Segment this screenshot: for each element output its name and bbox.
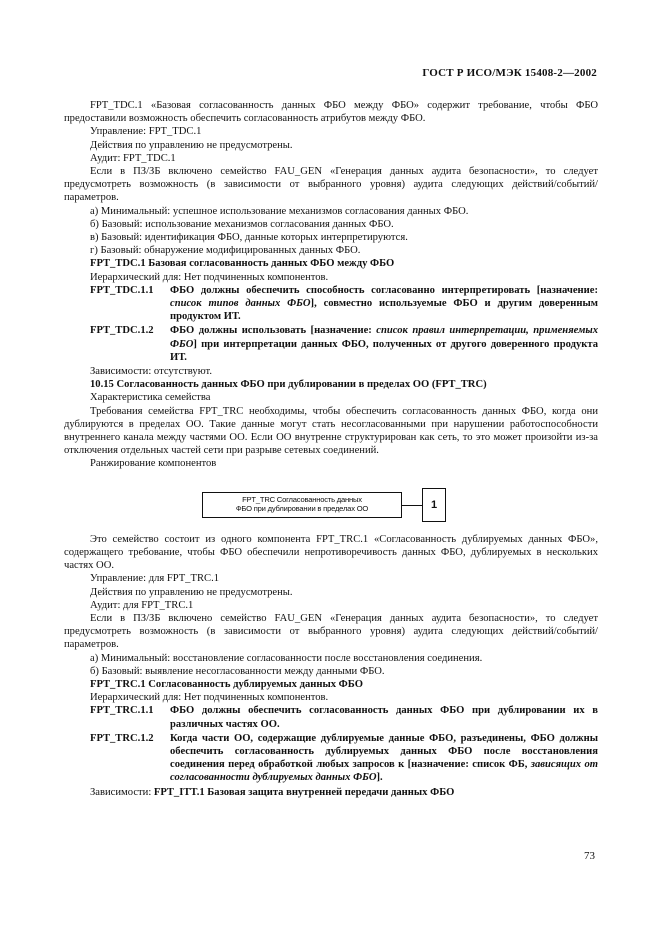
trc-family-behaviour: Характеристика семейства: [90, 392, 211, 404]
tdc-intro: FPT_TDC.1 «Базовая согласованность данных ФБО между ФБО» содержит требование, чтобы ФБО предоставили возможность обеспечить согласованность атрибутов между ФБО.: [64, 100, 598, 125]
requirement-assignment: список правил интерпретации, применяемых ФБО: [170, 325, 598, 350]
requirement-id: FPT_TRC.1.1: [90, 705, 154, 717]
tdc-audit-text: Если в ПЗ/ЗБ включено семейство FAU_GEN «Генерация данных аудита безопасности», то следует предусмотреть возможность (в зависимости от выбранного уровня) аудита следующих действий/событий/параметров.: [64, 166, 598, 204]
tdc-dependencies: Зависимости: отсутствуют.: [90, 366, 212, 378]
trc-family-text: Требования семейства FPT_TRC необходимы, чтобы обеспечить согласованность данных ФБО, когда они дублируются в пределах ОО. Такие данные могут стать несогласованными при нарушении работоспособности внутреннего канала между частями ОО. Если ОО внутренне структурирован как сеть, то это может произойти из-за отключения отдельных частей сети при разрыве сетевых соединений.: [64, 405, 598, 457]
tdc-hierarchical: Иерархический для: Нет подчиненных компонентов.: [90, 271, 329, 283]
tdc-requirement-2: [64, 324, 598, 364]
family-box: [202, 492, 402, 518]
tdc-component-title: FPT_TDC.1 Базовая согласованность данных ФБО между ФБО: [90, 258, 395, 270]
requirement-id: FPT_TRC.1.2: [90, 732, 154, 744]
document-header: ГОСТ Р ИСО/МЭК 15408-2—2002: [422, 67, 597, 79]
tdc-audit-item: г) Базовый: обнаружение модифицированных данных ФБО.: [90, 245, 361, 257]
requirement-text: ] при интерпретации данных ФБО, полученных от другого доверенного продукта ИТ.: [170, 338, 598, 363]
trc-dependencies: [64, 786, 598, 799]
tdc-audit: Аудит: FPT_TDC.1: [90, 152, 176, 164]
trc-hierarchical: Иерархический для: Нет подчиненных компонентов.: [90, 692, 329, 704]
trc-audit-item: б) Базовый: выявление несогласованности между данными ФБО.: [90, 665, 385, 677]
component-number-box: 1: [422, 488, 446, 522]
family-box-line: ФБО при дублировании в пределах ОО: [235, 504, 369, 514]
component-leveling-diagram: [64, 477, 598, 531]
trc-component-title: FPT_TRC.1 Согласованность дублируемых данных ФБО: [90, 678, 363, 690]
dependencies-value: FPT_ITT.1 Базовая защита внутренней передачи данных ФБО: [153, 786, 455, 798]
page-content: [64, 99, 598, 799]
trc-leveling: Ранжирование компонентов: [90, 458, 217, 470]
tdc-management: Управление: FPT_TDC.1: [90, 126, 202, 138]
requirement-text: ФБО должны обеспечить согласованность данных ФБО при дублировании их в различных частях ОО.: [170, 705, 598, 730]
trc-management: Управление: для FPT_TRC.1: [90, 573, 220, 585]
tdc-requirement-1: [64, 284, 598, 324]
requirement-text: ].: [376, 772, 383, 784]
dependencies-label: Зависимости:: [90, 786, 154, 798]
requirement-text: Когда части ОО, содержащие дублируемые данные ФБО, разъединены, ФБО должны обеспечить согласованность дублируемых данных ФБО после восстановления соединения перед обработкой любых запросов к [назначение: список ФБ,: [170, 732, 598, 771]
trc-audit-item: а) Минимальный: восстановление согласованности после восстановления соединения.: [90, 652, 483, 664]
requirement-assignment: список типов данных ФБО: [170, 298, 311, 310]
trc-management-note: Действия по управлению не предусмотрены.: [90, 586, 293, 598]
trc-audit: Аудит: для FPT_TRC.1: [90, 599, 194, 611]
requirement-text: ], совместно используемые ФБО и другим доверенным продуктом ИТ.: [170, 298, 598, 323]
trc-audit-text: Если в ПЗ/ЗБ включено семейство FAU_GEN «Генерация данных аудита безопасности», то следует предусмотреть возможность (в зависимости от выбранного уровня) аудита следующих действий/событий/параметров.: [64, 612, 598, 651]
connector-line: [402, 505, 422, 506]
requirement-id: FPT_TDC.1.1: [90, 284, 154, 296]
requirement-id: FPT_TDC.1.2: [90, 325, 154, 337]
tdc-audit-item: б) Базовый: использование механизмов согласования данных ФБО.: [90, 218, 394, 230]
family-box-line: FPT_TRC Согласованность данных: [242, 494, 362, 504]
trc-family-desc: Это семейство состоит из одного компонента FPT_TRC.1 «Согласованность дублируемых данных ФБО», содержащего требование, чтобы ФБО обеспечили непротиворечивость данных ФБО, дублируемых в нескольких частях ОО.: [64, 533, 598, 572]
tdc-audit-item: а) Минимальный: успешное использование механизмов согласования данных ФБО.: [90, 205, 469, 217]
trc-section-title: 10.15 Согласованность данных ФБО при дублировании в пределах ОО (FPT_TRC): [90, 379, 487, 391]
tdc-audit-item: в) Базовый: идентификация ФБО, данные которых интерпретируются.: [90, 232, 408, 244]
trc-requirement-1: [64, 704, 598, 730]
requirement-text: ФБО должны использовать [назначение:: [170, 325, 377, 337]
tdc-management-note: Действия по управлению не предусмотрены.: [90, 139, 293, 151]
trc-requirement-2: [64, 732, 598, 785]
requirement-text: ФБО должны обеспечить способность согласованно интерпретировать [назначение:: [170, 284, 598, 296]
requirement-assignment: зависящих от согласованности дублируемых данных ФБО: [170, 759, 598, 784]
page-number: 73: [584, 850, 595, 862]
